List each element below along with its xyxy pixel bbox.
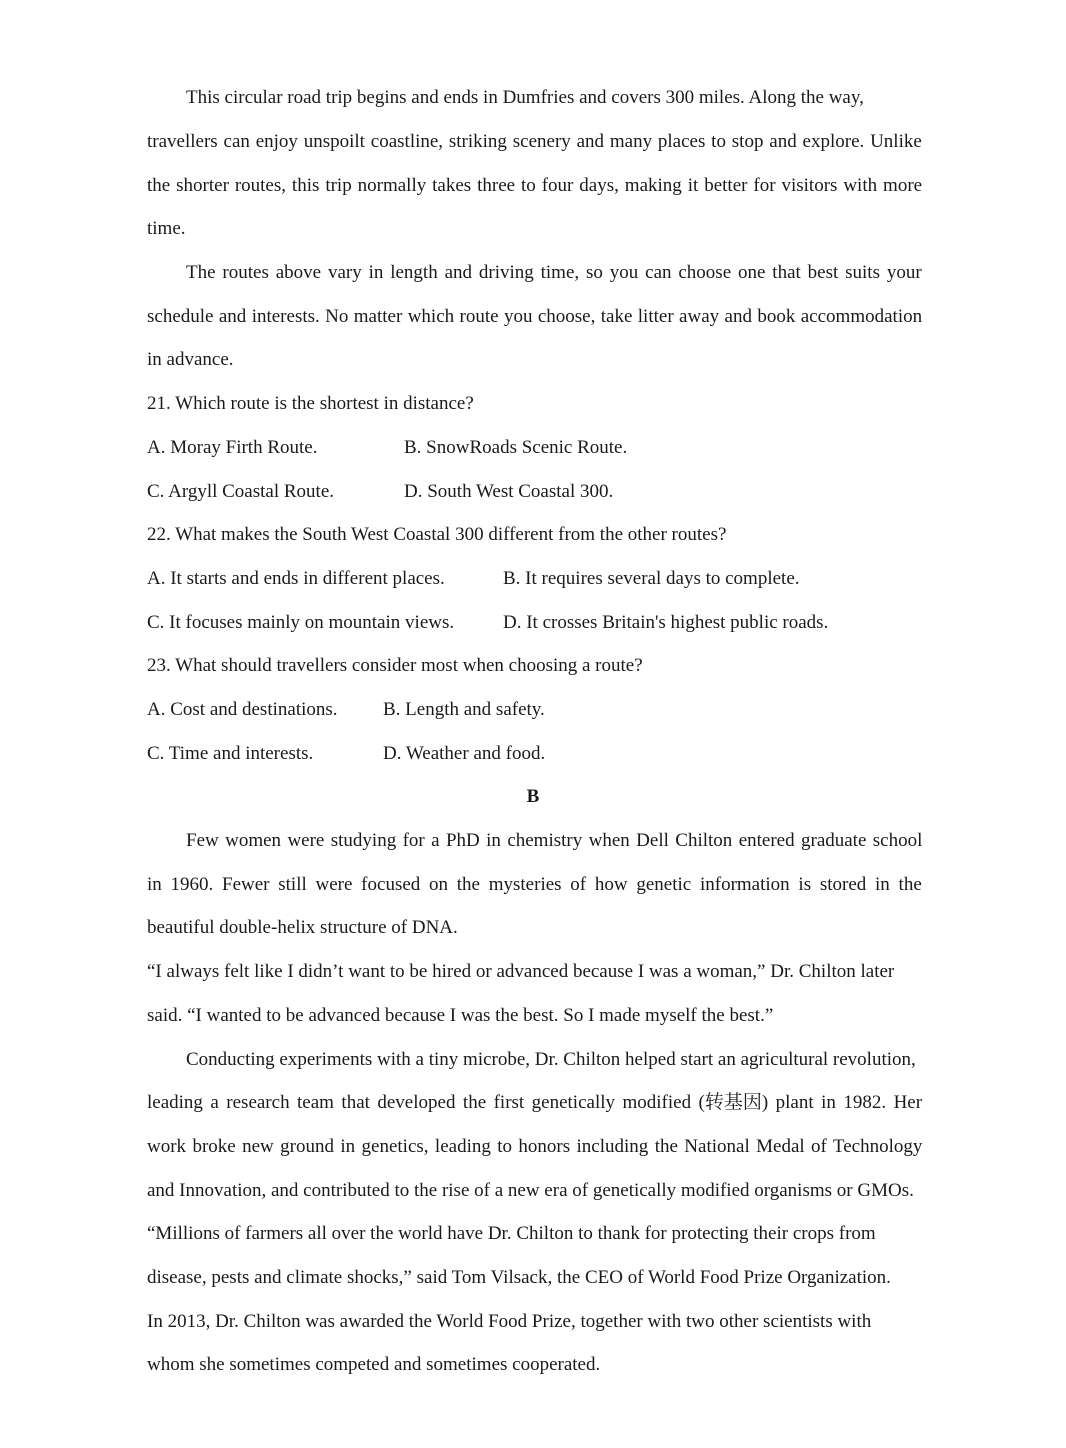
question-22-option-b: B. It requires several days to complete. [503, 568, 800, 589]
question-22-option-c: C. It focuses mainly on mountain views. [147, 612, 455, 633]
passage-a-para1-line3: the shorter routes, this trip normally takes three to four days, making it better for visitors with more [147, 175, 923, 196]
question-23-option-b: B. Length and safety. [383, 699, 545, 720]
passage-b-para4-line2: disease, pests and climate shocks,” said Tom Vilsack, the CEO of World Food Prize Organization. [147, 1267, 891, 1288]
question-22-option-d: D. It crosses Britain's highest public roads. [503, 612, 829, 633]
question-21-stem: 21. Which route is the shortest in distance? [147, 393, 474, 414]
question-23-option-c: C. Time and interests. [147, 743, 314, 764]
question-21-option-d: D. South West Coastal 300. [404, 481, 614, 502]
question-22-option-a: A. It starts and ends in different places. [147, 568, 445, 589]
passage-b-para3-line3: work broke new ground in genetics, leading to honors including the National Medal of Technology [147, 1136, 923, 1157]
passage-a-para1-line4: time. [147, 218, 186, 239]
passage-b-para2-line1: “I always felt like I didn’t want to be hired or advanced because I was a woman,” Dr. Chilton later [147, 961, 895, 982]
passage-b-para3-line2: leading a research team that developed the first genetically modified (转基因) plant in 1982. Her [147, 1092, 923, 1113]
question-21-option-a: A. Moray Firth Route. [147, 437, 318, 458]
passage-b-para1-line3: beautiful double-helix structure of DNA. [147, 917, 458, 938]
passage-b-heading: B [526, 786, 540, 807]
passage-b-para3-line1: Conducting experiments with a tiny microbe, Dr. Chilton helped start an agricultural revolution, [186, 1049, 916, 1070]
passage-b-para3-line4: and Innovation, and contributed to the rise of a new era of genetically modified organisms or GMOs. [147, 1180, 914, 1201]
passage-a-para2-line3: in advance. [147, 349, 234, 370]
question-21-option-c: C. Argyll Coastal Route. [147, 481, 335, 502]
passage-b-para1-line1: Few women were studying for a PhD in chemistry when Dell Chilton entered graduate school [186, 830, 923, 851]
passage-b-para5-line1: In 2013, Dr. Chilton was awarded the World Food Prize, together with two other scientists with [147, 1311, 872, 1332]
question-23-option-a: A. Cost and destinations. [147, 699, 338, 720]
passage-a-para1-line2: travellers can enjoy unspoilt coastline, striking scenery and many places to stop and explore. Unlike [147, 131, 922, 152]
passage-a-para2-line1: The routes above vary in length and driving time, so you can choose one that best suits your [186, 262, 922, 283]
passage-b-para1-line2: in 1960. Fewer still were focused on the mysteries of how genetic information is stored in the [147, 874, 922, 895]
passage-b-para5-line2: whom she sometimes competed and sometimes cooperated. [147, 1354, 601, 1375]
passage-a-para1-line1: This circular road trip begins and ends in Dumfries and covers 300 miles. Along the way, [186, 87, 864, 108]
question-23-stem: 23. What should travellers consider most when choosing a route? [147, 655, 643, 676]
passage-b-para2-line2: said. “I wanted to be advanced because I was the best. So I made myself the best.” [147, 1005, 774, 1026]
passage-b-para4-line1: “Millions of farmers all over the world have Dr. Chilton to thank for protecting their crops from [147, 1223, 876, 1244]
question-23-option-d: D. Weather and food. [383, 743, 546, 764]
question-21-option-b: B. SnowRoads Scenic Route. [404, 437, 628, 458]
question-22-stem: 22. What makes the South West Coastal 300 different from the other routes? [147, 524, 727, 545]
passage-a-para2-line2: schedule and interests. No matter which route you choose, take litter away and book accommodation [147, 306, 923, 327]
